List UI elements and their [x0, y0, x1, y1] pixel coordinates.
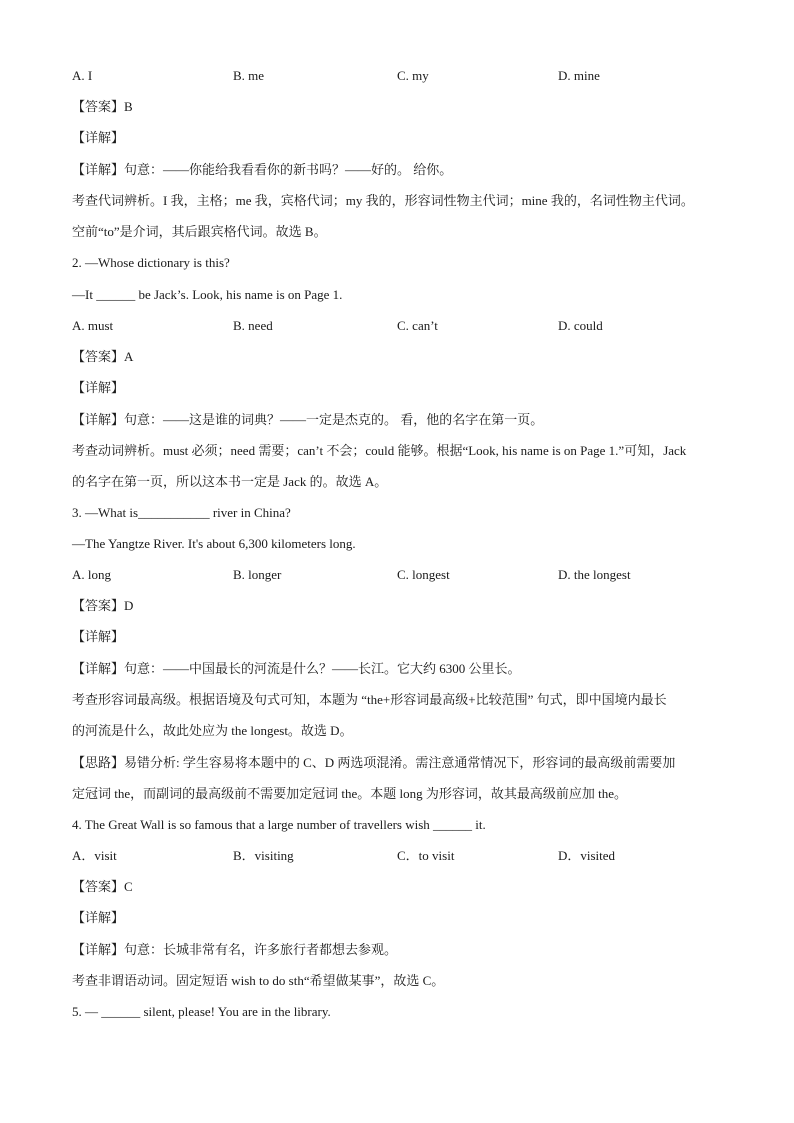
- q2-option-c: C. can’t: [397, 318, 438, 333]
- q2-answer: 【答案】A: [72, 349, 134, 364]
- q4-explain-line: 考查非谓语动词。固定短语 wish to do sth“希望做某事”，故选 C。: [72, 973, 445, 988]
- q3-explain-line: 定冠词 the，而副词的最高级前不需要加定冠词 the。本题 long 为形容词，故其最高级前应加 the。: [72, 786, 628, 801]
- q4-option-c: C．to visit: [397, 848, 455, 863]
- q3-option-b: B. longer: [233, 567, 282, 582]
- q3-stem-line: —The Yangtze River. It's about 6,300 kilometers long.: [72, 536, 356, 551]
- q5-stem-line: 5. — ______ silent, please! You are in the library.: [72, 1004, 331, 1019]
- q3-explain-line: 【思路】易错分析: 学生容易将本题中的 C、D 两选项混淆。需注意通常情况下，形容词的最高级前需要加: [72, 755, 676, 770]
- q3-option-a: A. long: [72, 567, 111, 582]
- q1-option-c: C. my: [397, 68, 429, 83]
- q3-option-d: D. the longest: [558, 567, 631, 582]
- q4-option-d: D．visited: [558, 848, 616, 863]
- q4-detail-label: 【详解】: [72, 910, 125, 925]
- q3-explain-line: 【详解】句意：——中国最长的河流是什么？——长江。它大约 6300 公里长。: [72, 661, 521, 676]
- q1-explain-line: 空前“to”是介词，其后跟宾格代词。故选 B。: [72, 224, 327, 239]
- q2-explain-line: 【详解】句意：——这是谁的词典？——一定是杰克的。 看，他的名字在第一页。: [72, 412, 544, 427]
- q1-option-b: B. me: [233, 68, 265, 83]
- q3-option-c: C. longest: [397, 567, 450, 582]
- q4-option-b: B．visiting: [233, 848, 294, 863]
- q1-answer: 【答案】B: [72, 99, 133, 114]
- q3-explain-line: 的河流是什么，故此处应为 the longest。故选 D。: [72, 723, 353, 738]
- q2-explain-line: 的名字在第一页，所以这本书一定是 Jack 的。故选 A。: [72, 474, 388, 489]
- q4-explain-line: 【详解】句意：长城非常有名，许多旅行者都想去参观。: [72, 942, 398, 957]
- q2-option-b: B. need: [233, 318, 273, 333]
- q1-explain-line: 考查代词辨析。I 我，主格；me 我，宾格代词；my 我的，形容词性物主代词；mine 我的，名词性物主代词。: [72, 193, 694, 208]
- q2-explain-line: 考查动词辨析。must 必须；need 需要；can’t 不会；could 能够。根据“Look, his name is on Page 1.”可知，Jack: [72, 443, 687, 458]
- q1-option-d: D. mine: [558, 68, 600, 83]
- q4-answer: 【答案】C: [72, 879, 133, 894]
- q4-stem-line: 4. The Great Wall is so famous that a large number of travellers wish ______ it.: [72, 817, 486, 832]
- q2-option-d: D. could: [558, 318, 603, 333]
- q4-option-a: A．visit: [72, 848, 117, 863]
- q2-stem-line: —It ______ be Jack’s. Look, his name is on Page 1.: [72, 287, 343, 302]
- q1-explain-line: 【详解】句意：——你能给我看看你的新书吗？——好的。 给你。: [72, 162, 453, 177]
- q2-detail-label: 【详解】: [72, 380, 125, 395]
- q3-stem-line: 3. —What is___________ river in China?: [72, 505, 291, 520]
- q2-stem-line: 2. —Whose dictionary is this?: [72, 255, 230, 270]
- q3-detail-label: 【详解】: [72, 629, 125, 644]
- q1-detail-label: 【详解】: [72, 130, 125, 145]
- q1-option-a: A. I: [72, 68, 93, 83]
- q3-answer: 【答案】D: [72, 598, 134, 613]
- q3-explain-line: 考查形容词最高级。根据语境及句式可知，本题为 “the+形容词最高级+比较范围” 句式，即中国境内最长: [72, 692, 667, 707]
- q2-option-a: A. must: [72, 318, 114, 333]
